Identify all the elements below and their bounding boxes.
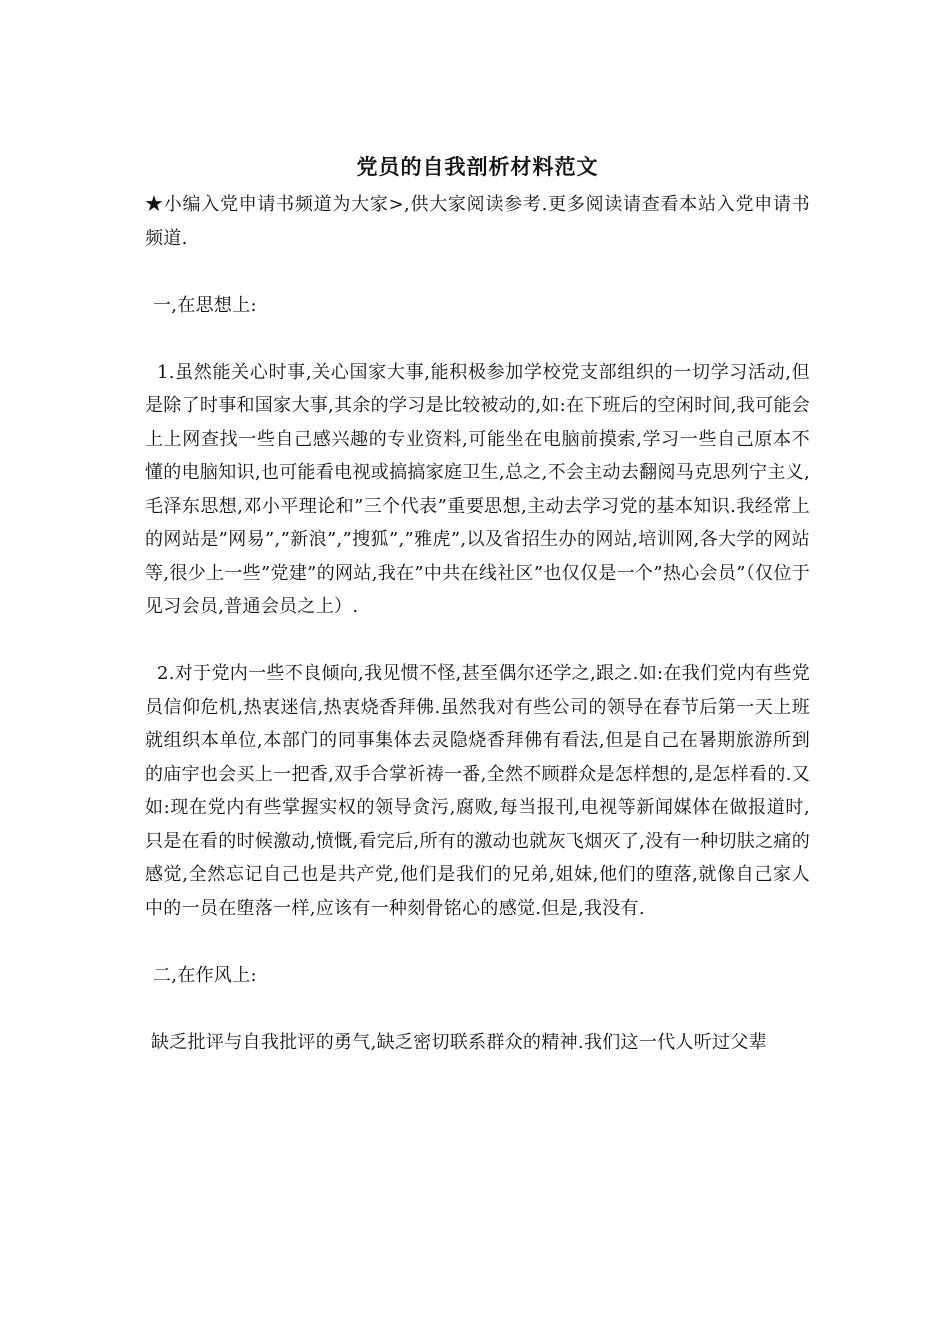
spacer [145,624,810,658]
spacer [145,925,810,959]
document-title: 党员的自我剖析材料范文 [356,154,599,179]
spacer [145,992,810,1026]
section-heading-thought: 一,在思想上: [153,294,257,316]
document-body [145,152,810,1059]
intro-paragraph: ★小编入党申请书频道为大家>,供大家阅读参考.更多阅读请查看本站入党申请书频道. [145,194,810,249]
section-heading-style: 二,在作风上: [153,964,257,986]
paragraph-item-1: 1.虽然能关心时事,关心国家大事,能积极参加学校党支部组织的一切学习活动,但是除了时事和国家大事,其余的学习是比较被动的,如:在下班后的空闲时间,我可能会上上网查找一些自己感兴趣的专业资料,可能坐在电脑前摸索,学习一些自己原本不懂的电脑知识,也可能看电视或搞搞家庭卫生,总之,不会主动去翻阅马克思列宁主义,毛泽东思想,邓小平理论和”三个代表”重要思想,主动去学习党的基本知识.我经常上的网站是”网易”,”新浪”,”搜狐”,”雅虎”,以及省招生办的网站,培训网,各大学的网站等,很少上一些”党建”的网站,我在”中共在线社区”也仅仅是一个”热心会员”（仅位于见习会员,普通会员之上）. [145,361,810,617]
paragraph-item-3: 缺乏批评与自我批评的勇气,缺乏密切联系群众的精神.我们这一代人听过父辈 [151,1031,767,1053]
paragraph-item-2: 2.对于党内一些不良倾向,我见惯不怪,甚至偶尔还学之,跟之.如:在我们党内有些党员信仰危机,热衷迷信,热衷烧香拜佛.虽然我对有些公司的领导在春节后第一天上班就组织本单位,本部门的同事集体去灵隐烧香拜佛有看法,但是自己在暑期旅游所到的庙宇也会买上一把香,双手合掌祈祷一番,全然不顾群众是怎样想的,是怎样看的.又如:现在党内有些掌握实权的领导贪污,腐败,每当报刊,电视等新闻媒体在做报道时,只是在看的时候激动,愤慨,看完后,所有的激动也就灰飞烟灭了,没有一种切肤之痛的感觉,全然忘记自己也是共产党,他们是我们的兄弟,姐妹,他们的堕落,就像自己家人中的一员在堕落一样,应该有一种刻骨铭心的感觉.但是,我没有. [145,663,810,919]
spacer [145,322,810,356]
spacer [145,255,810,289]
